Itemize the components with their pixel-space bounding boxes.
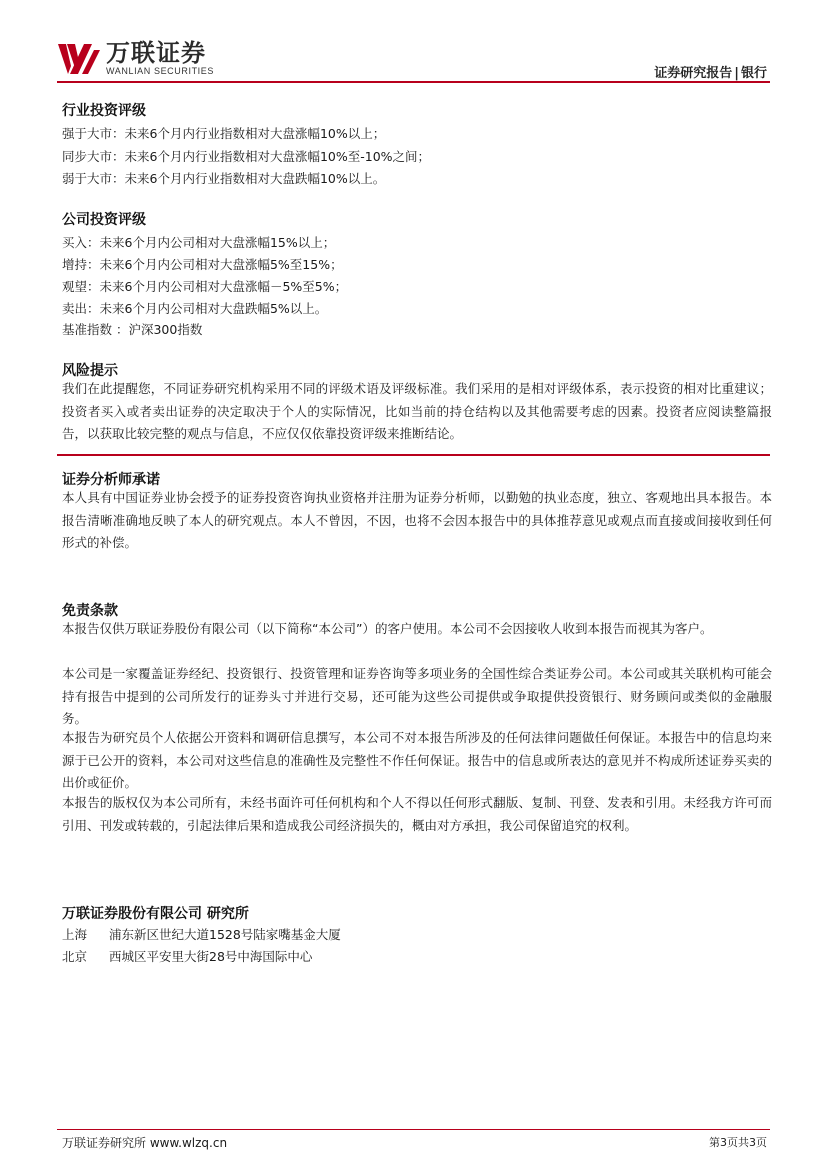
company-rating-line: 买入：未来6个月内公司相对大盘涨幅15%以上； <box>62 235 336 250</box>
company-logo <box>58 40 214 77</box>
industry-rating-line: 弱于大市：未来6个月内行业指数相对大盘跌幅10%以上。 <box>62 171 386 186</box>
institute-title: 万联证券股份有限公司 研究所 <box>62 906 249 922</box>
disclaimer-title: 免责条款 <box>62 603 118 619</box>
benchmark-index-line: 基准指数 ：沪深300指数 <box>62 322 203 337</box>
address-city: 北京 <box>62 949 88 964</box>
company-rating-title: 公司投资评级 <box>62 212 146 228</box>
risk-text: 我们在此提醒您，不同证券研究机构采用不同的评级术语及评级标准。我们采用的是相对评级体系，表示投资的相对比重建议；投资者买入或者卖出证券的决定取决于个人的实际情况，比如当前的持仓结构以及其他需要考虑的因素。投资者应阅读整篇报告，以获取比较完整的观点与信息，不应仅仅依靠投资评级来推断结论。 <box>62 381 772 441</box>
logo-chinese-name: 万联证券 <box>106 39 206 67</box>
page-header <box>0 0 827 90</box>
wanlian-logo-icon <box>58 42 100 76</box>
disclaimer-paragraph: 本报告的版权仅为本公司所有，未经书面许可任何机构和个人不得以任何形式翻版、复制、刊登、发表和引用。未经我方许可而引用、刊发或转载的，引起法律后果和造成我公司经济损失的，概由对方承担，我公司保留追究的权利。 <box>62 795 772 833</box>
disclaimer-paragraph: 本公司是一家覆盖证券经纪、投资银行、投资管理和证券咨询等多项业务的全国性综合类证券公司。本公司或其关联机构可能会持有报告中提到的公司所发行的证券头寸并进行交易，还可能为这些公司提供或争取提供投资银行、财务顾问或类似的金融服务。 <box>62 666 772 726</box>
header-divider <box>57 81 770 83</box>
industry-rating-title: 行业投资评级 <box>62 103 146 119</box>
industry-rating-line: 同步大市：未来6个月内行业指数相对大盘涨幅10%至-10%之间； <box>62 149 431 164</box>
address-city: 上海 <box>62 927 88 942</box>
risk-title: 风险提示 <box>62 363 118 379</box>
analyst-pledge-text: 本人具有中国证券业协会授予的证券投资咨询执业资格并注册为证券分析师，以勤勉的执业态度，独立、客观地出具本报告。本报告清晰准确地反映了本人的研究观点。本人不曾因，不因，也将不会因本报告中的具体推荐意见或观点而直接或间接收到任何形式的补偿。 <box>62 490 772 550</box>
footer-divider <box>57 1129 770 1130</box>
report-type: 证券研究报告 <box>654 66 733 81</box>
report-category <box>654 62 767 81</box>
address-line-beijing <box>62 947 312 965</box>
company-rating-line: 增持：未来6个月内公司相对大盘涨幅5%至15%； <box>62 257 343 272</box>
industry-rating-line: 强于大市：未来6个月内行业指数相对大盘涨幅10%以上； <box>62 126 386 141</box>
disclaimer-paragraph: 本报告为研究员个人依据公开资料和调研信息撰写，本公司不对本报告所涉及的任何法律问题做任何保证。本报告中的信息均来源于已公开的资料，本公司对这些信息的准确性及完整性不作任何保证。报告中的信息或所表达的意见并不构成所述证券买卖的出价或征价。 <box>62 730 772 790</box>
industry-label: 银行 <box>740 66 767 81</box>
address-detail: 西城区平安里大街28号中海国际中心 <box>108 949 313 964</box>
company-rating-line: 卖出：未来6个月内公司相对大盘跌幅5%以上。 <box>62 301 328 316</box>
disclaimer-paragraph: 本报告仅供万联证券股份有限公司（以下简称“本公司”）的客户使用。本公司不会因接收人收到本报告而视其为客户。 <box>62 621 713 636</box>
page-number: 第3页共3页 <box>709 1136 767 1149</box>
analyst-pledge-title: 证券分析师承诺 <box>62 472 160 488</box>
section-divider <box>57 454 770 456</box>
address-detail: 浦东新区世纪大道1528号陆家嘴基金大厦 <box>108 927 341 942</box>
company-rating-line: 观望：未来6个月内公司相对大盘涨幅－5%至5%； <box>62 279 348 294</box>
logo-english-name: WANLIAN SECURITIES <box>106 66 214 76</box>
footer-source: 万联证券研究所 www.wlzq.cn <box>62 1136 228 1150</box>
address-line-shanghai <box>62 925 341 943</box>
header-separator: | <box>734 66 739 81</box>
